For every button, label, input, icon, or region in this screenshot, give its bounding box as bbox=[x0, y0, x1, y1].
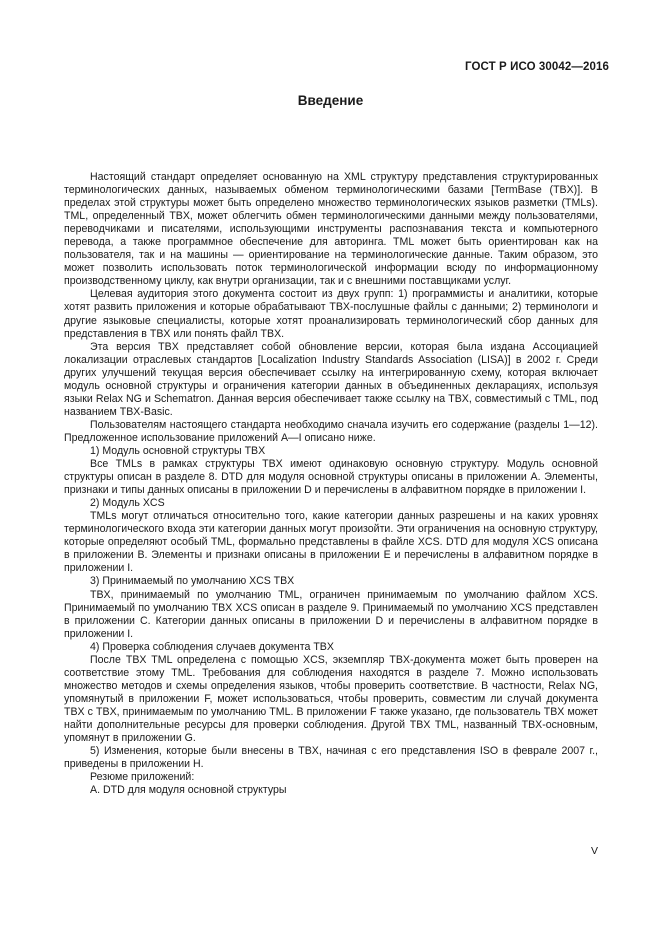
paragraph-compliance: После TBX TML определена с помощью XCS, экземпляр TBX-документа может быть проверен на соответствие этому TML. Требования для соблюдения находятся в разделе 7. Можно использовать множество методов и схемы определения языков, чтобы проверить соответствие. В частности, Relax NG, упомянутый в приложении F, может использоваться, чтобы проверить, совместим ли случай документа TBX с TBX, принимаемым по умолчанию TML. В приложении F также указано, где пользователь TBX может найти дополнительные ресурсы для проверки соблюдения. Другой TBX TML, названный TBX-основным, упомянут в приложении G. bbox=[64, 653, 598, 745]
list-heading-xcs-module: 2) Модуль XCS bbox=[90, 497, 165, 510]
document-standard-code: ГОСТ Р ИСО 30042—2016 bbox=[464, 61, 609, 73]
annex-summary-heading: Резюме приложений: bbox=[90, 771, 195, 784]
paragraph-default-xcs: TBX, принимаемый по умолчанию TML, ограничен принимаемым по умолчанию файлом XCS. Принимаемый по умолчанию TBX XCS описан в разделе 9. Принимаемый по умолчанию XCS представлен в приложении С. Категории данных описаны в приложении D и перечислены в алфавитном порядке в приложении I. bbox=[64, 588, 598, 640]
list-heading-core-module: 1) Модуль основной структуры TBX bbox=[90, 444, 266, 457]
paragraph-xcs-module: TMLs могут отличаться относительно того, какие категории данных разрешены и на каких уровнях терминологического входа эти категории данных могут произойти. Эти ограничения на основную структуру, которые определяют особый TML, формально представлены в файле XCS. DTD для модуля XCS описана в приложении В. Элементы и признаки описаны в приложении Е и перечислены в алфавитном порядке в приложении I. bbox=[64, 510, 598, 575]
paragraph-version: Эта версия TBX представляет собой обновление версии, которая была издана Ассоциацией локализации отраслевых стандартов [Localization Industry Standards Association (LISA)] в 2002 г. Среди других улучшений текущая версия обеспечивает ссылку на интегрированную схему, которая включает модуль основной структуры и ограничения категории данных в объединенных декларациях, используя языки Relax NG и Schematron. Данная версия обеспечивает также ссылку на TBX, совместимый с TML, под названием TBX-Basic. bbox=[64, 340, 598, 418]
list-item-changes: 5) Изменения, которые были внесены в TBX, начиная с его представления ISO в феврале 2007 г., приведены в приложении Н. bbox=[64, 745, 598, 771]
list-heading-compliance: 4) Проверка соблюдения случаев документа TBX bbox=[90, 640, 334, 653]
list-heading-default-xcs: 3) Принимаемый по умолчанию XCS TBX bbox=[90, 575, 295, 588]
paragraph-core-module: Все TMLs в рамках структуры TBX имеют одинаковую основную структуру. Модуль основной структуры описан в разделе 8. DTD для модуля основной структуры описаны в приложении А. Элементы, признаки и типы данных описаны в приложении D и перечислены в алфавитном порядке в приложении I. bbox=[64, 458, 598, 497]
paragraph-audience: Целевая аудитория этого документа состоит из двух групп: 1) программисты и аналитики, которые хотят развить приложения и которые обрабатывают TBX-послушные файлы с данными; 2) терминологи и другие языковые специалисты, которые хотят проанализировать терминологический сбор данных для представления в TBX или понять файл TBX. bbox=[64, 288, 598, 340]
annex-summary-item-a: А. DTD для модуля основной структуры bbox=[90, 784, 287, 797]
page-number: V bbox=[590, 845, 598, 857]
paragraph-intro: Настоящий стандарт определяет основанную на XML структуру представления структурированных терминологических данных, называемых обменом терминологическими базами [TermBase (TBX)]. В пределах этой структуры может быть определено множество терминологических языков разметки (TMLs). TML, определенный TBX, может облегчить обмен терминологическими данными между пользователями, переводчиками и писателями, использующими инструменты распознавания текста и компьютерного перевода, а также программное обеспечение для авторинга. TML может быть ориентирован как на пользователя, так и на машины — ориентирование на терминологические данные. Таким образом, это может позволить использовать поток терминологической информации всюду по информационному производственному циклу, как внутри организации, так и с внешними поставщиками услуг. bbox=[64, 171, 598, 288]
paragraph-usage: Пользователям настоящего стандарта необходимо сначала изучить его содержание (разделы 1—12). Предложенное использование приложений А—I описано ниже. bbox=[64, 418, 598, 444]
body-text bbox=[64, 171, 598, 797]
page-title: Введение bbox=[297, 93, 364, 108]
